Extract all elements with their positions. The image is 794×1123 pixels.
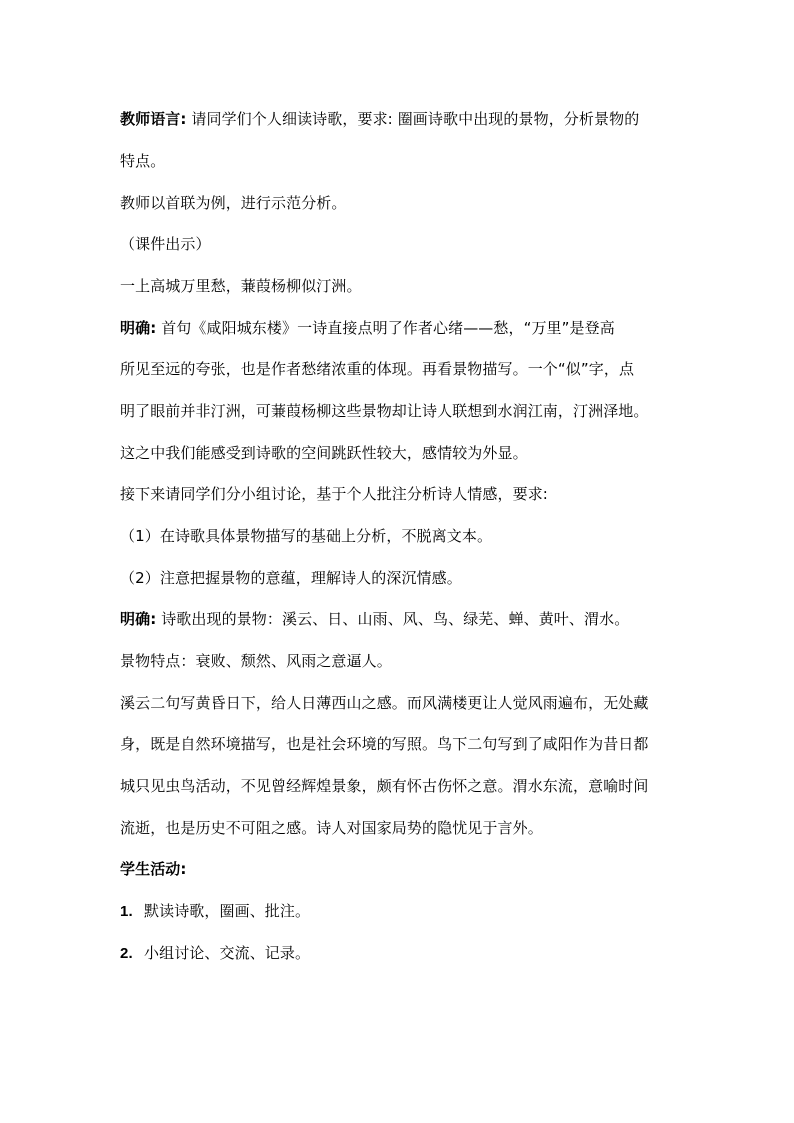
poem-line: 一上高城万里愁，蒹葭杨柳似汀洲。 — [120, 277, 362, 295]
analysis-line-4: 流逝，也是历史不可阻之感。诗人对国家局势的隐忧见于言外。 — [120, 819, 543, 837]
scenery-list-line: 明确: 诗歌出现的景物：溪云、日、山雨、风、鸟、绿芜、蝉、黄叶、渭水。 — [120, 610, 630, 628]
teacher-language-text-cont: 特点。 — [120, 152, 166, 170]
courseware-note: （课件出示） — [120, 235, 211, 253]
teacher-language-text: 请同学们个人细读诗歌，要求: 圈画诗歌中出现的景物，分析景物的 — [191, 110, 640, 128]
activity-number: 1. — [120, 903, 133, 920]
analysis-line-1: 溪云二句写黄昏日下，给人日薄西山之感。而风满楼更让人觉风雨遍布，无处藏 — [120, 694, 649, 712]
scenery-features: 景物特点：衰败、颓然、风雨之意逼人。 — [120, 652, 392, 670]
activity-item-2 — [120, 943, 310, 964]
group-discussion-intro: 接下来请同学们分小组讨论，基于个人批注分析诗人情感，要求: — [120, 485, 548, 503]
activity-text: 小组讨论、交流、记录。 — [144, 944, 311, 962]
clarify-label: 明确: — [120, 319, 157, 337]
clarify-label-2: 明确: — [120, 610, 157, 628]
clarify-line-2: 所见至远的夸张，也是作者愁绪浓重的体现。再看景物描写。一个“似”字，点 — [120, 360, 635, 378]
clarify-line-4: 这之中我们能感受到诗歌的空间跳跃性较大，感情较为外显。 — [120, 444, 528, 462]
activity-item-1 — [120, 901, 310, 922]
teacher-language-line — [120, 109, 639, 129]
student-activity-heading: 学生活动: — [120, 860, 187, 878]
activity-number: 2. — [120, 945, 133, 962]
clarify-line-1: 明确: 首句《咸阳城东楼》一诗直接点明了作者心绪——愁，“万里”是登高 — [120, 319, 615, 337]
activity-text: 默读诗歌，圈画、批注。 — [144, 902, 311, 920]
analysis-line-3: 城只见虫鸟活动，不见曾经辉煌景象，颇有怀古伤怀之意。渭水东流，意喻时间 — [120, 777, 649, 795]
clarify-line-3: 明了眼前并非汀洲，可蒹葭杨柳这些景物却让诗人联想到水润江南，汀洲泽地。 — [120, 402, 649, 420]
requirement-2: （2）注意把握景物的意蕴，理解诗人的深沉情感。 — [120, 569, 462, 587]
analysis-line-2: 身，既是自然环境描写，也是社会环境的写照。鸟下二句写到了咸阳作为昔日都 — [120, 735, 649, 753]
teacher-language-label: 教师语言: — [120, 110, 187, 128]
example-intro: 教师以首联为例，进行示范分析。 — [120, 194, 347, 212]
requirement-1: （1）在诗歌具体景物描写的基础上分析，不脱离文本。 — [120, 527, 493, 545]
